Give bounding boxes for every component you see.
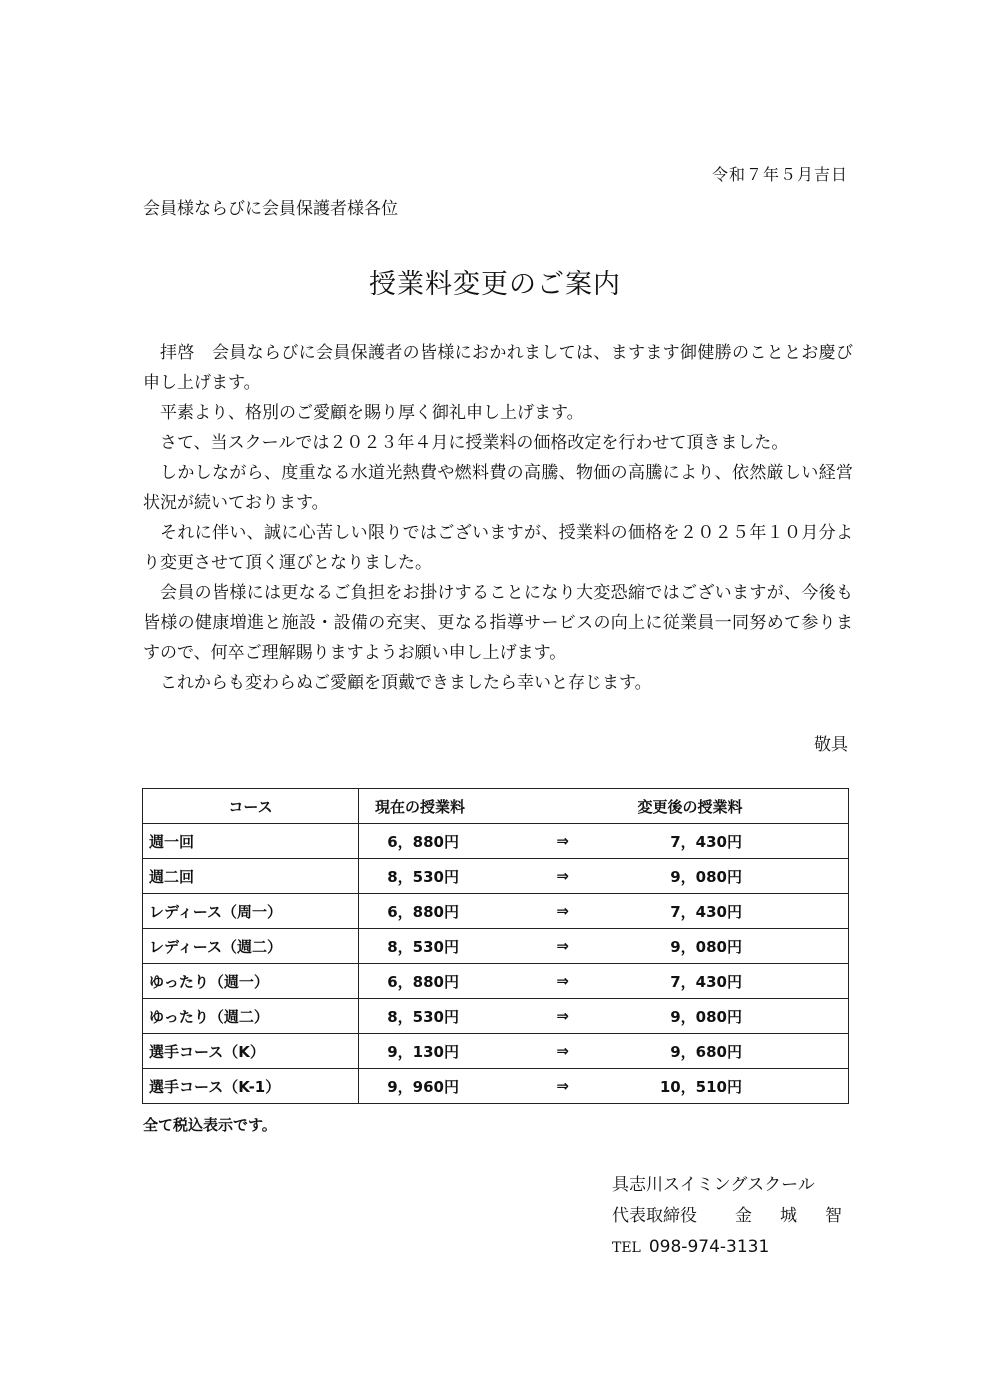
issue-date: 令和７年５月吉日 xyxy=(711,165,848,184)
table-row xyxy=(143,824,849,859)
new-fee: 10，510円 xyxy=(659,1077,742,1096)
arrow-icon: ⇒ xyxy=(556,1007,569,1025)
header-new: 変更後の授業料 xyxy=(637,797,743,816)
current-fee: 9，960円 xyxy=(387,1077,459,1096)
table-row xyxy=(143,1034,849,1069)
table-header-row xyxy=(143,789,849,824)
course-name: ゆったり（週二） xyxy=(143,999,359,1034)
current-fee: 8，530円 xyxy=(387,937,459,956)
representative-name: 金城智 xyxy=(735,1206,870,1226)
new-fee: 9，080円 xyxy=(670,867,742,886)
header-course: コース xyxy=(143,789,359,824)
new-fee: 7，430円 xyxy=(670,972,742,991)
school-name: 具志川スイミングスクール xyxy=(612,1175,815,1195)
header-current: 現在の授業料 xyxy=(374,797,465,816)
paragraph: これからも変わらぬご愛顧を頂戴できましたら幸いと存じます。 xyxy=(160,673,652,693)
course-name: レディース（週二） xyxy=(143,929,359,964)
course-name: レディース（周一） xyxy=(143,894,359,929)
closing-word: 敬具 xyxy=(814,735,848,755)
arrow-icon: ⇒ xyxy=(556,1077,569,1095)
table-row xyxy=(143,859,849,894)
new-fee: 9，080円 xyxy=(670,1007,742,1026)
representative-role: 代表取締役 xyxy=(612,1206,697,1226)
course-name: 選手コース（K-1） xyxy=(143,1069,359,1104)
table-row xyxy=(143,964,849,999)
tel-label: TEL xyxy=(612,1240,641,1256)
paragraph: それに伴い、誠に心苦しい限りではございますが、授業料の価格を２０２５年１０月分より変更させて頂く運びとなりました。 xyxy=(143,523,853,573)
current-fee: 6，880円 xyxy=(387,902,459,921)
table-row xyxy=(143,894,849,929)
current-fee: 8，530円 xyxy=(387,1007,459,1026)
paragraph: しかしながら、度重なる水道光熱費や燃料費の高騰、物価の高騰により、依然厳しい経営状況が続いております。 xyxy=(143,463,853,513)
course-name: ゆったり（週一） xyxy=(143,964,359,999)
arrow-icon: ⇒ xyxy=(556,972,569,990)
paragraph: さて、当スクールでは２０２３年４月に授業料の価格改定を行わせて頂きました。 xyxy=(160,433,789,453)
arrow-icon: ⇒ xyxy=(556,937,569,955)
paragraph: 会員の皆様には更なるご負担をお掛けすることになり大変恐縮ではございますが、今後も皆様の健康増進と施設・設備の充実、更なる指導サービスの向上に従業員一同努めて参りますので、何卒ご理解賜りますようお願い申し上げます。 xyxy=(143,583,853,663)
header-prices xyxy=(359,789,849,824)
page-title: 授業料変更のご案内 xyxy=(369,269,621,300)
table-row xyxy=(143,929,849,964)
table-row xyxy=(143,999,849,1034)
paragraph: 拝啓 会員ならびに会員保護者の皆様におかれましては、ますます御健勝のこととお慶び申し上げます。 xyxy=(143,343,853,393)
current-fee: 8，530円 xyxy=(387,867,459,886)
new-fee: 7，430円 xyxy=(670,832,742,851)
new-fee: 9，080円 xyxy=(670,937,742,956)
fee-table xyxy=(142,788,849,1104)
current-fee: 6，880円 xyxy=(387,832,459,851)
arrow-icon: ⇒ xyxy=(556,902,569,920)
current-fee: 9，130円 xyxy=(387,1042,459,1061)
course-name: 選手コース（K） xyxy=(143,1034,359,1069)
arrow-icon: ⇒ xyxy=(556,832,569,850)
phone-number: 098-974-3131 xyxy=(648,1237,770,1257)
current-fee: 6，880円 xyxy=(387,972,459,991)
tax-note: 全て税込表示です。 xyxy=(143,1116,277,1134)
arrow-icon: ⇒ xyxy=(556,867,569,885)
addressee: 会員様ならびに会員保護者様各位 xyxy=(143,199,398,219)
new-fee: 9，680円 xyxy=(670,1042,742,1061)
arrow-icon: ⇒ xyxy=(556,1042,569,1060)
new-fee: 7，430円 xyxy=(670,902,742,921)
paragraph: 平素より、格別のご愛顧を賜り厚く御礼申し上げます。 xyxy=(160,403,584,423)
course-name: 週二回 xyxy=(143,859,359,894)
table-row xyxy=(143,1069,849,1104)
letter-body xyxy=(143,338,853,698)
signature-block xyxy=(612,1170,870,1264)
course-name: 週一回 xyxy=(143,824,359,859)
